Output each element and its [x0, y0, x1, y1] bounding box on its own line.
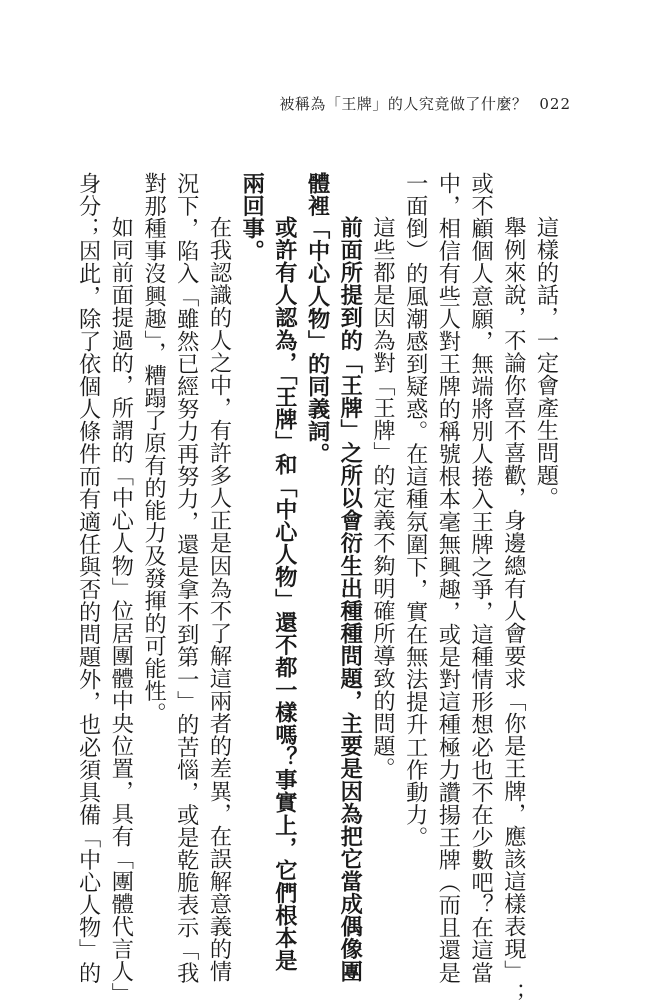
paragraph	[529, 172, 562, 862]
paragraph-emphasis	[235, 172, 300, 972]
running-header	[279, 93, 571, 114]
text-line: 或不顧個人意願，無端將別人捲入王牌之爭，這種情形想必也不在少數吧？在這當	[467, 172, 494, 984]
paragraph	[71, 172, 136, 1006]
text-line: 對那種事沒興趣」，糟蹋了原有的能力及發揮的可能性。	[140, 172, 167, 725]
text-line: 況下，陷入「雖然已經努力再努力，還是拿不到第一」的苦惱，或是乾脆表示「我	[173, 172, 200, 984]
text-line: 兩回事。	[238, 172, 265, 263]
text-line: 在我認識的人之中，有許多人正是因為不了解這兩者的差異，在誤解意義的情	[205, 216, 232, 984]
text-line: 這些都是因為對「王牌」的定義不夠明確所導致的問題。	[369, 216, 396, 781]
chapter-title: 被稱為「王牌」的人究竟做了什麼？	[279, 95, 528, 113]
text-line: 或許有人認為，「王牌」和「中心人物」還不都一樣嗎？事實上，它們根本是	[271, 216, 298, 972]
text-line: 身分；因此，除了依個人條件而有適任與否的問題外，也必須具備「中心人物」的	[75, 172, 102, 984]
text-line: 前面所提到的「王牌」之所以會衍生出種種問題，主要是因為把它當成偶像團	[336, 216, 363, 984]
page-number: 022	[539, 95, 571, 113]
text-line: 體裡「中心人物」的同義詞。	[304, 172, 331, 466]
paragraph	[137, 172, 235, 984]
paragraph	[366, 172, 399, 862]
paragraph	[398, 172, 529, 1006]
text-line: 一面倒）的風潮感到疑惑。在這種氛圍下，實在無法提升工作動力。	[402, 172, 429, 849]
paragraph-emphasis	[300, 172, 365, 984]
text-line: 舉例來說，不論你喜不喜歡，身邊總有人會要求「你是王牌，應該這樣表現」；	[500, 216, 527, 1006]
vertical-text-body	[71, 172, 562, 1006]
text-line: 中，相信有些人對王牌的稱號根本毫無興趣，或是對這種極力讚揚王牌（而且還是	[434, 172, 461, 984]
text-line: 如同前面提過的，所謂的「中心人物」位居團體中央位置，具有「團體代言人」	[107, 216, 134, 1006]
text-line: 這樣的話，一定會產生問題。	[533, 216, 559, 510]
